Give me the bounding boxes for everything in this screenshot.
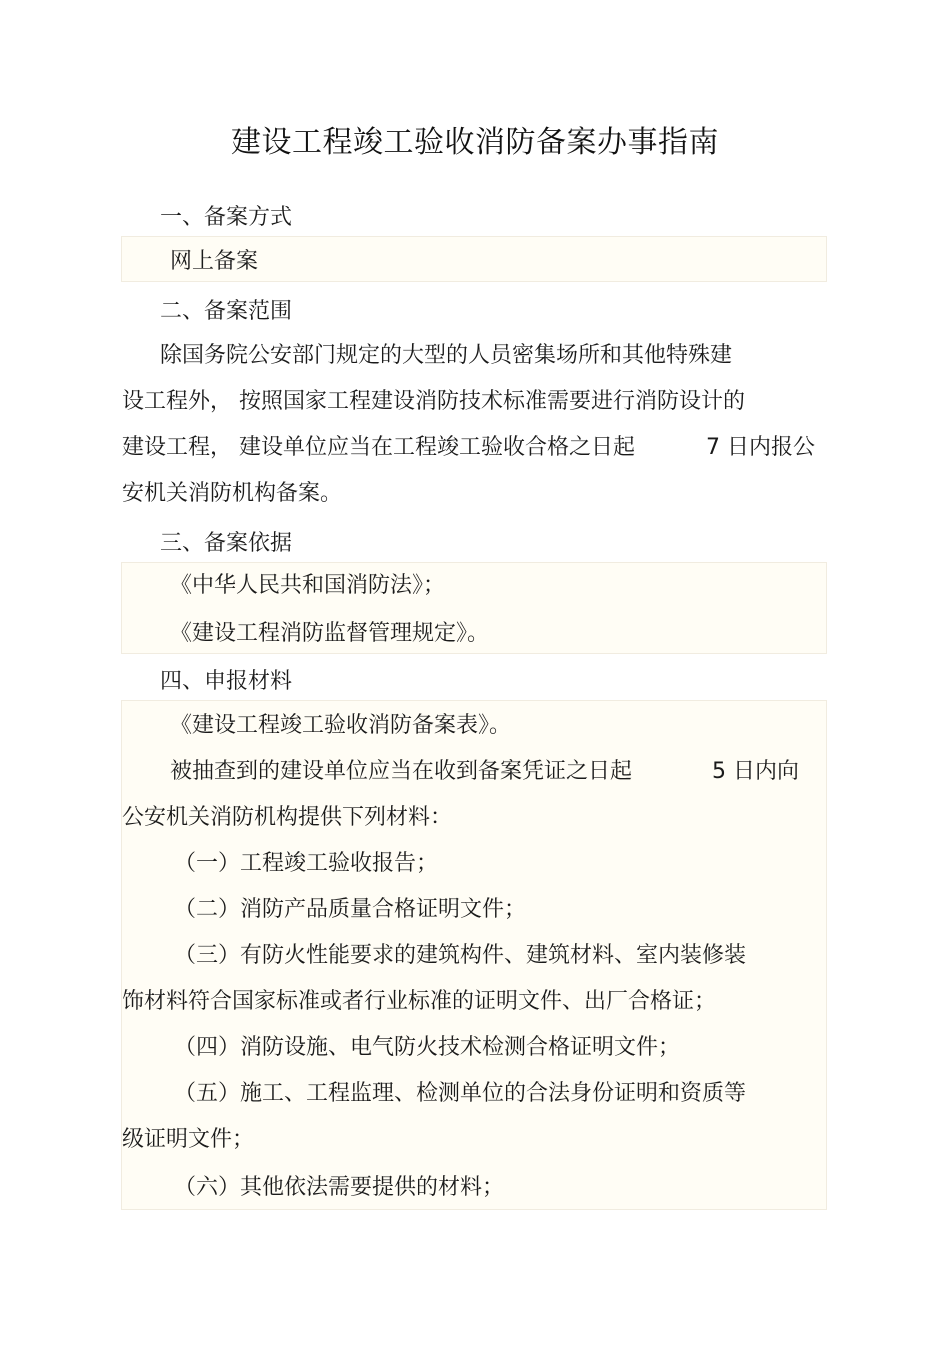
materials-list-item-cont: 级证明文件； xyxy=(122,1127,255,1152)
basis-item: 《建设工程消防监督管理规定》。 xyxy=(170,621,490,646)
scope-paragraph-line: 安机关消防机构备案。 xyxy=(122,481,343,506)
materials-list-item: （二）消防产品质量合格证明文件； xyxy=(174,897,527,922)
section-heading-scope: 二、备案范围 xyxy=(160,299,293,324)
materials-line: 公安机关消防机构提供下列材料： xyxy=(122,805,453,830)
materials-line: 《建设工程竣工验收消防备案表》。 xyxy=(170,713,512,738)
materials-list-item: （三）有防火性能要求的建筑构件、建筑材料、室内装修装 xyxy=(174,943,747,968)
method-text: 网上备案 xyxy=(170,249,259,274)
section-heading-materials: 四、申报材料 xyxy=(160,669,293,694)
materials-line: 被抽查到的建设单位应当在收到备案凭证之日起 xyxy=(170,759,633,784)
page-title: 建设工程竣工验收消防备案办事指南 xyxy=(231,125,719,160)
scope-paragraph-line: 建设工程， 建设单位应当在工程竣工验收合格之日起 xyxy=(122,435,635,460)
section-heading-method: 一、备案方式 xyxy=(160,205,293,230)
materials-list-item: （五）施工、工程监理、检测单位的合法身份证明和资质等 xyxy=(174,1081,747,1106)
materials-list-item: （六）其他依法需要提供的材料； xyxy=(174,1175,505,1200)
materials-list-item: （一）工程竣工验收报告； xyxy=(174,851,439,876)
scope-paragraph-line: 除国务院公安部门规定的大型的人员密集场所和其他特殊建 xyxy=(160,343,733,368)
scope-paragraph-line-tail: 7 日内报公 xyxy=(706,435,815,460)
section-heading-basis: 三、备案依据 xyxy=(160,531,293,556)
basis-item: 《中华人民共和国消防法》； xyxy=(170,573,446,598)
materials-list-item-cont: 饰材料符合国家标准或者行业标准的证明文件、出厂合格证； xyxy=(122,989,717,1014)
scope-paragraph-line: 设工程外， 按照国家工程建设消防技术标准需要进行消防设计的 xyxy=(122,389,745,414)
materials-list-item: （四）消防设施、电气防火技术检测合格证明文件； xyxy=(174,1035,681,1060)
materials-line-tail: 5 日内向 xyxy=(712,759,799,784)
